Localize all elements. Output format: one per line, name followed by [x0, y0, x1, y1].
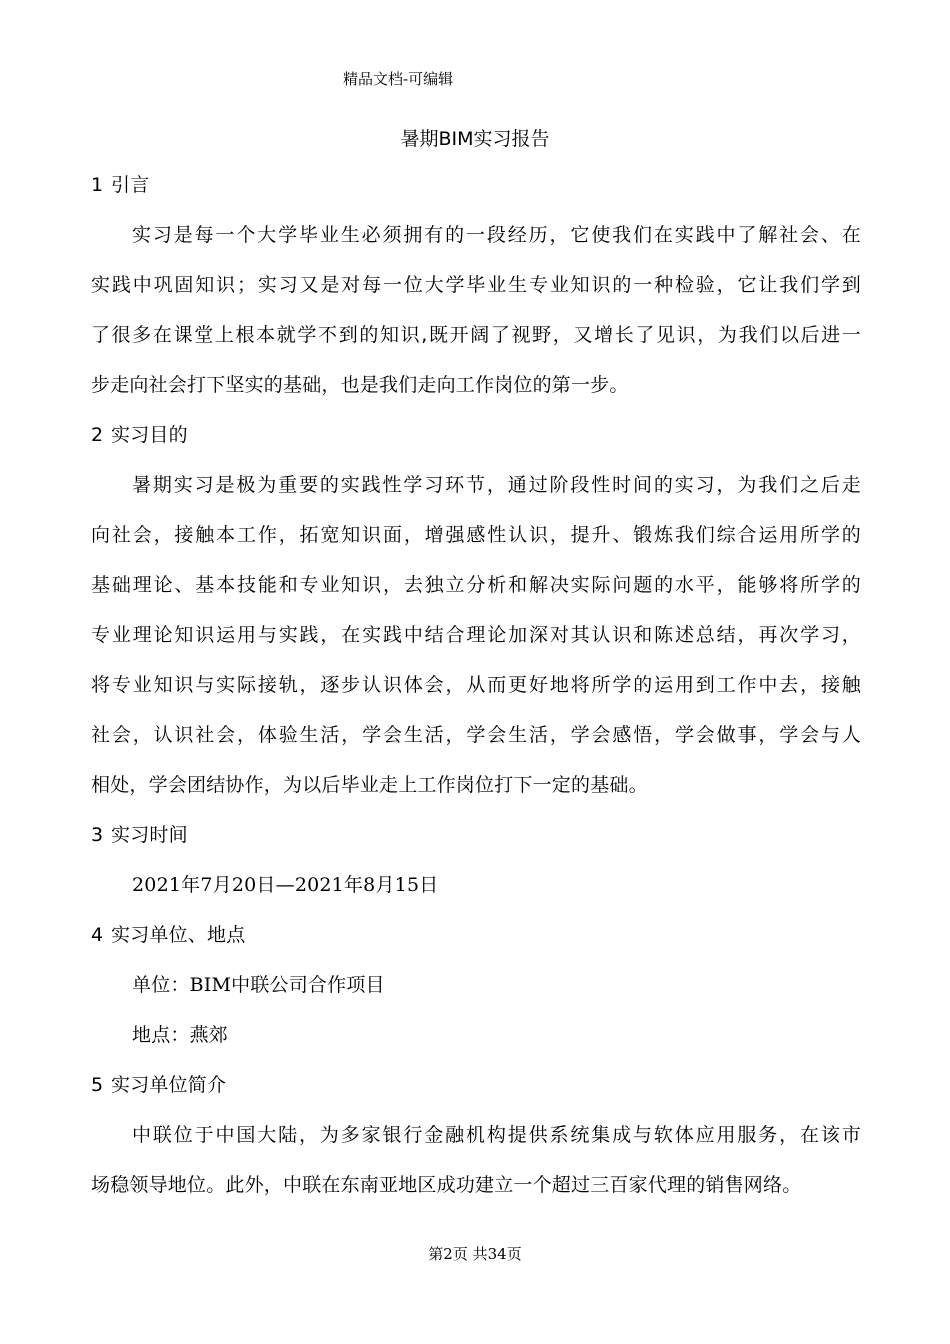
place-label: 地点：	[132, 1024, 190, 1046]
paragraph-line: 专业理论知识运用与实践，在实践中结合理论加深对其认识和陈述总结，再次学习，	[91, 624, 861, 646]
document-title: 暑期BIM实习报告	[400, 128, 550, 150]
document-body	[91, 160, 861, 1210]
section-title: 实习单位简介	[111, 1074, 227, 1096]
paragraph-line: 中联位于中国大陆，为多家银行金融机构提供系统集成与软体应用服务，在该市	[132, 1124, 861, 1146]
unit-value: BIM中联公司合作项目	[189, 974, 385, 996]
section-number: 4	[91, 924, 104, 946]
section-title: 实习目的	[111, 424, 188, 446]
section-number: 5	[91, 1074, 104, 1096]
header-note: 精品文档-可编辑	[343, 70, 454, 88]
section-heading	[91, 810, 861, 860]
paragraph-line: 向社会，接触本工作，拓宽知识面，增强感性认识，提升、锻炼我们综合运用所学的	[91, 524, 861, 546]
section-number: 2	[91, 424, 104, 446]
paragraph-line: 了很多在课堂上根本就学不到的知识,既开阔了视野，又增长了见识，为我们以后进一	[91, 324, 861, 346]
paragraph-line: 将专业知识与实际接轨，逐步认识体会，从而更好地将所学的运用到工作中去，接触	[91, 674, 861, 696]
section-heading	[91, 1060, 861, 1110]
internship-date-range: 2021年7月20日—2021年8月15日	[132, 874, 439, 896]
paragraph-line: 基础理论、基本技能和专业知识，去独立分析和解决实际问题的水平，能够将所学的	[91, 574, 861, 596]
section-number: 1	[91, 174, 104, 196]
section-title: 引言	[111, 174, 150, 196]
place-row	[91, 1010, 861, 1060]
paragraph-line: 社会，认识社会，体验生活，学会生活，学会生活，学会感悟，学会做事，学会与人	[91, 724, 861, 746]
paragraph-line: 场稳领导地位。此外，中联在东南亚地区成功建立一个超过三百家代理的销售网络。	[91, 1174, 802, 1196]
section-number: 3	[91, 824, 104, 846]
section-heading	[91, 160, 861, 210]
section-title: 实习时间	[111, 824, 188, 846]
paragraph-line: 实践中巩固知识；实习又是对每一位大学毕业生专业知识的一种检验，它让我们学到	[91, 274, 861, 296]
section-title: 实习单位、地点	[111, 924, 246, 946]
paragraph-line: 实习是每一个大学毕业生必须拥有的一段经历，它使我们在实践中了解社会、在	[132, 224, 861, 246]
section-heading	[91, 910, 861, 960]
paragraph-line: 相处，学会团结协作，为以后毕业走上工作岗位打下一定的基础。	[91, 774, 648, 796]
paragraph-line: 暑期实习是极为重要的实践性学习环节，通过阶段性时间的实习，为我们之后走	[132, 474, 861, 496]
place-value: 燕郊	[189, 1024, 229, 1046]
paragraph-line: 步走向社会打下坚实的基础，也是我们走向工作岗位的第一步。	[91, 374, 629, 396]
unit-row	[91, 960, 861, 1010]
unit-label: 单位：	[132, 974, 190, 996]
section-heading	[91, 410, 861, 460]
page-footer: 第2页 共34页	[428, 1245, 522, 1263]
